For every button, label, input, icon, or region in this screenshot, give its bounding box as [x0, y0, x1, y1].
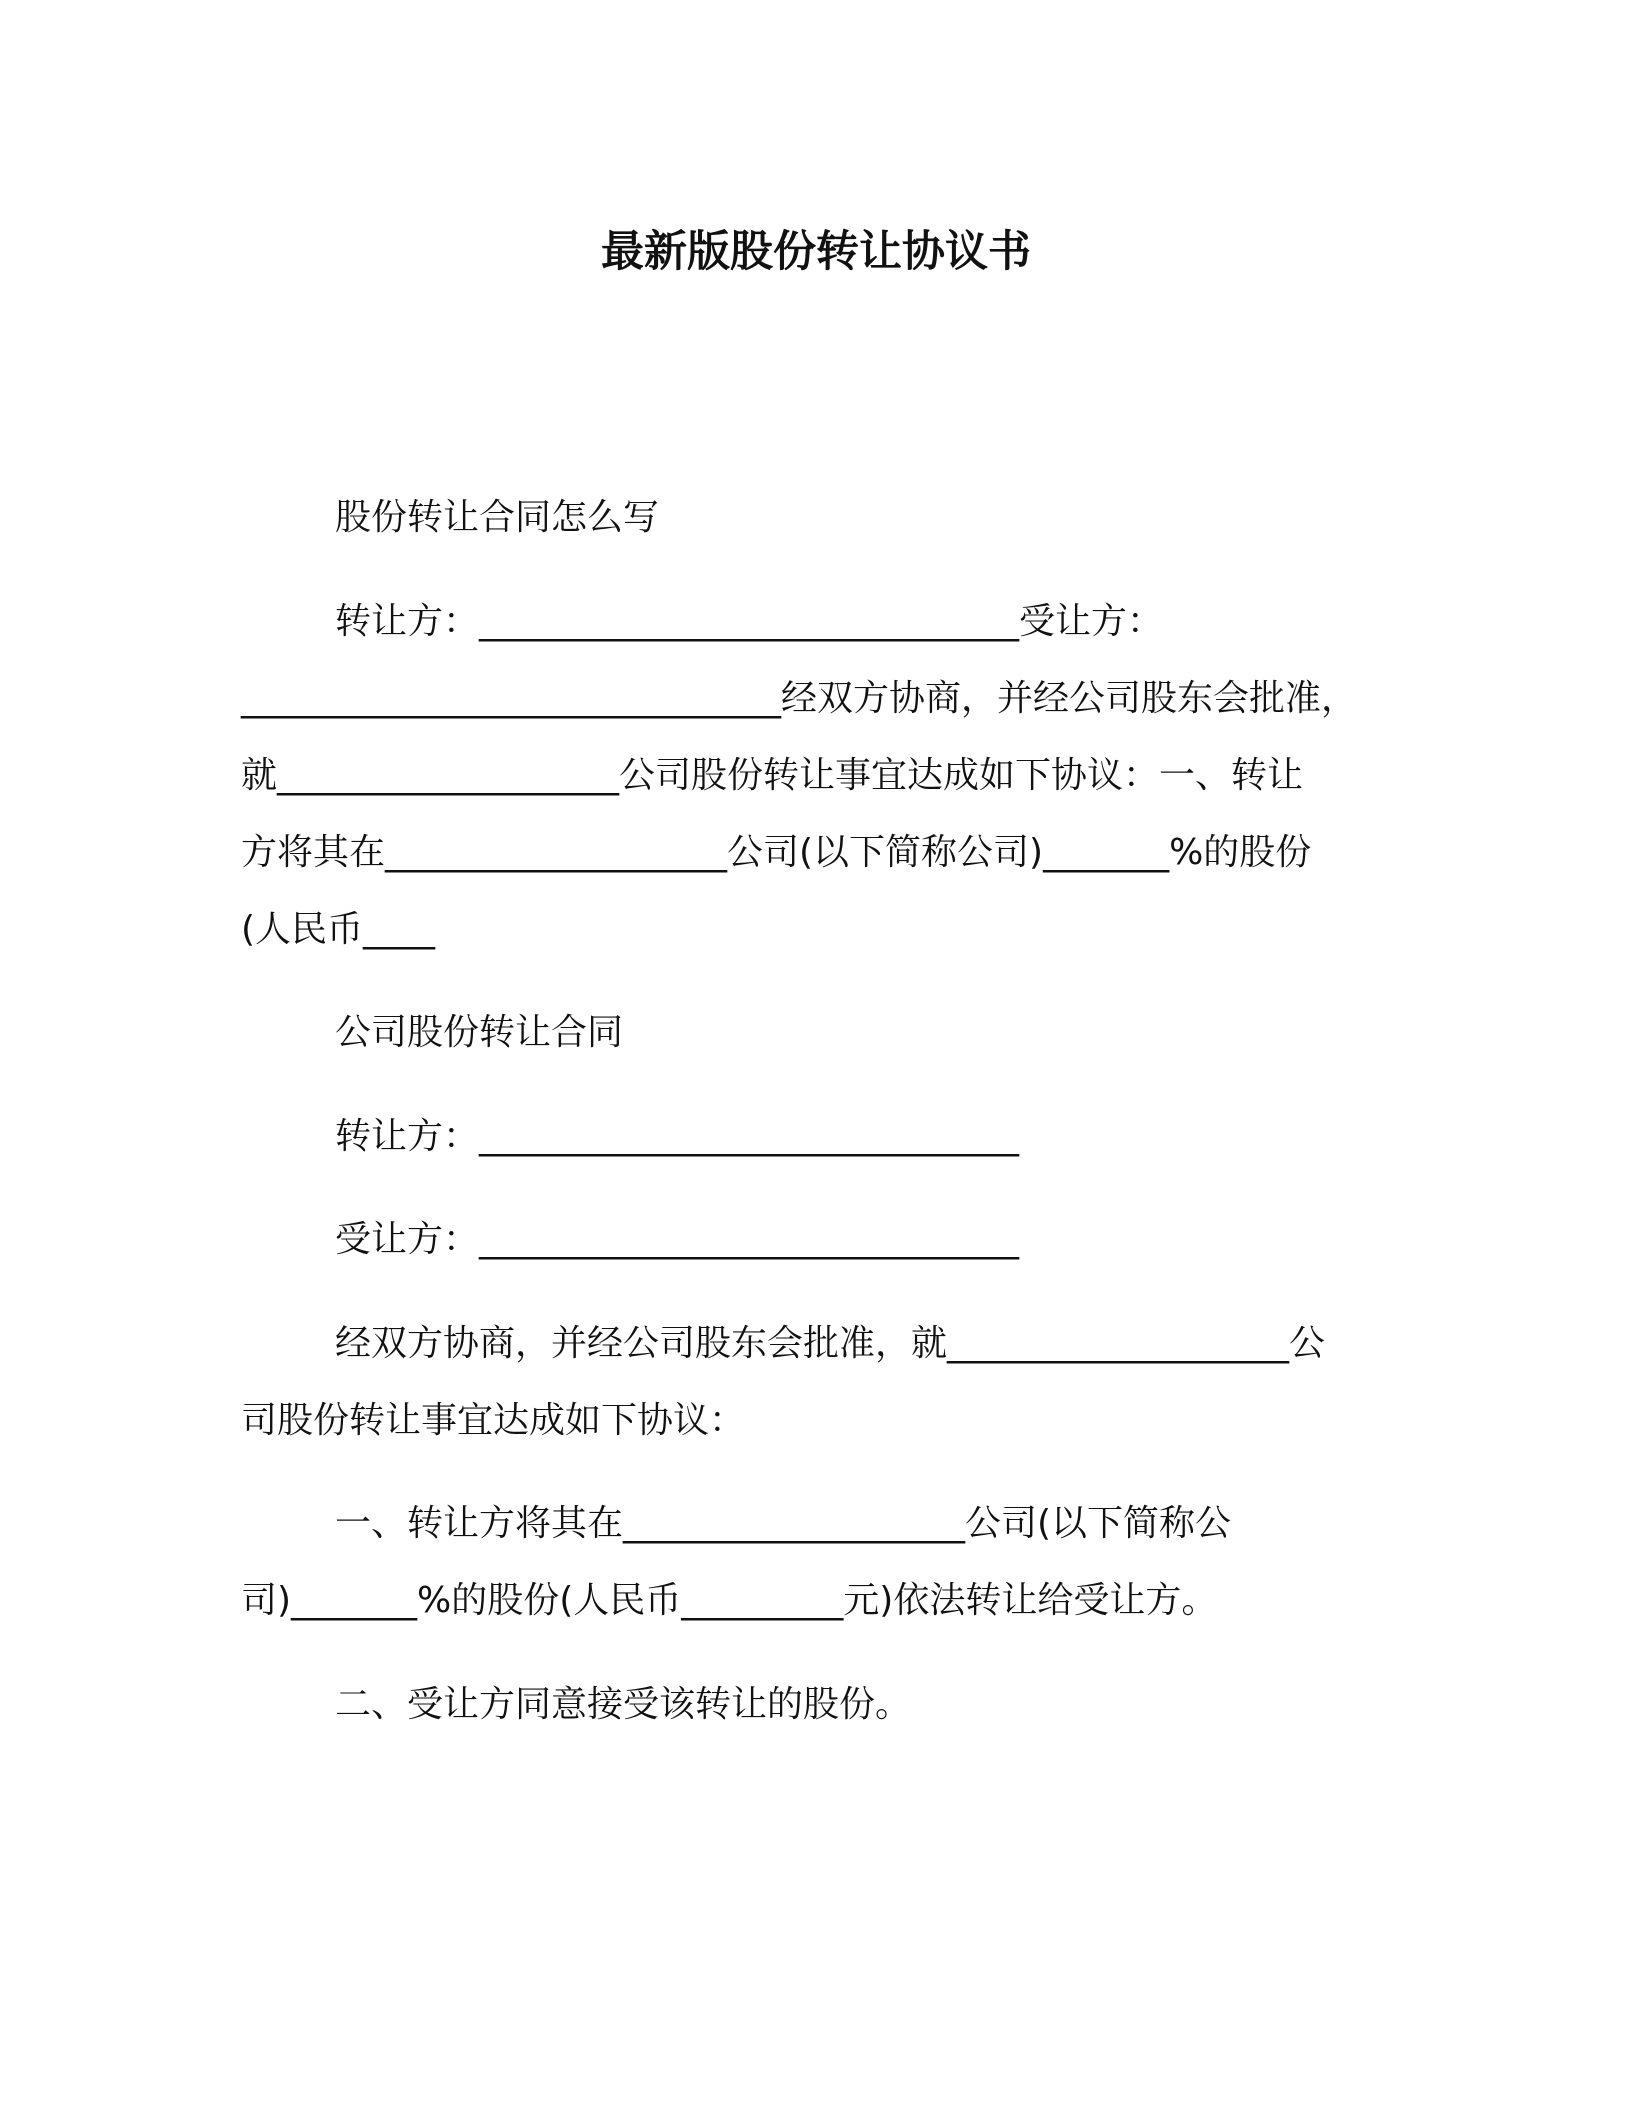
- transferee-line: 受让方：______________________________: [335, 1219, 1020, 1260]
- section-heading-how-to-write: 股份转让合同怎么写: [335, 497, 660, 538]
- clause-1-line-2: 司)_______%的股份(人民币_________元)依法转让给受让方。: [241, 1580, 1218, 1621]
- section-heading-contract: 公司股份转让合同: [335, 1012, 624, 1053]
- section1-line-5: (人民币____: [241, 909, 436, 950]
- agreement-paragraph-line-2: 司股份转让事宜达成如下协议：: [241, 1400, 746, 1441]
- section1-line-4: 方将其在___________________公司(以下简称公司)_______%的股份: [241, 832, 1312, 873]
- section1-line-3: 就___________________公司股份转让事宜达成如下协议：一、转让: [241, 755, 1304, 796]
- clause-1-line-1: 一、转让方将其在___________________公司(以下简称公: [335, 1503, 1232, 1544]
- document-title: 最新版股份转让协议书: [601, 227, 1031, 277]
- section1-line-1: 转让方：______________________________受让方：: [335, 601, 1164, 642]
- section1-line-2: ______________________________经双方协商，并经公司股东会批准，: [241, 678, 1358, 719]
- clause-2: 二、受让方同意接受该转让的股份。: [335, 1684, 912, 1725]
- agreement-paragraph-line-1: 经双方协商，并经公司股东会批准，就___________________公: [335, 1323, 1326, 1364]
- transferor-line: 转让方：______________________________: [335, 1116, 1020, 1157]
